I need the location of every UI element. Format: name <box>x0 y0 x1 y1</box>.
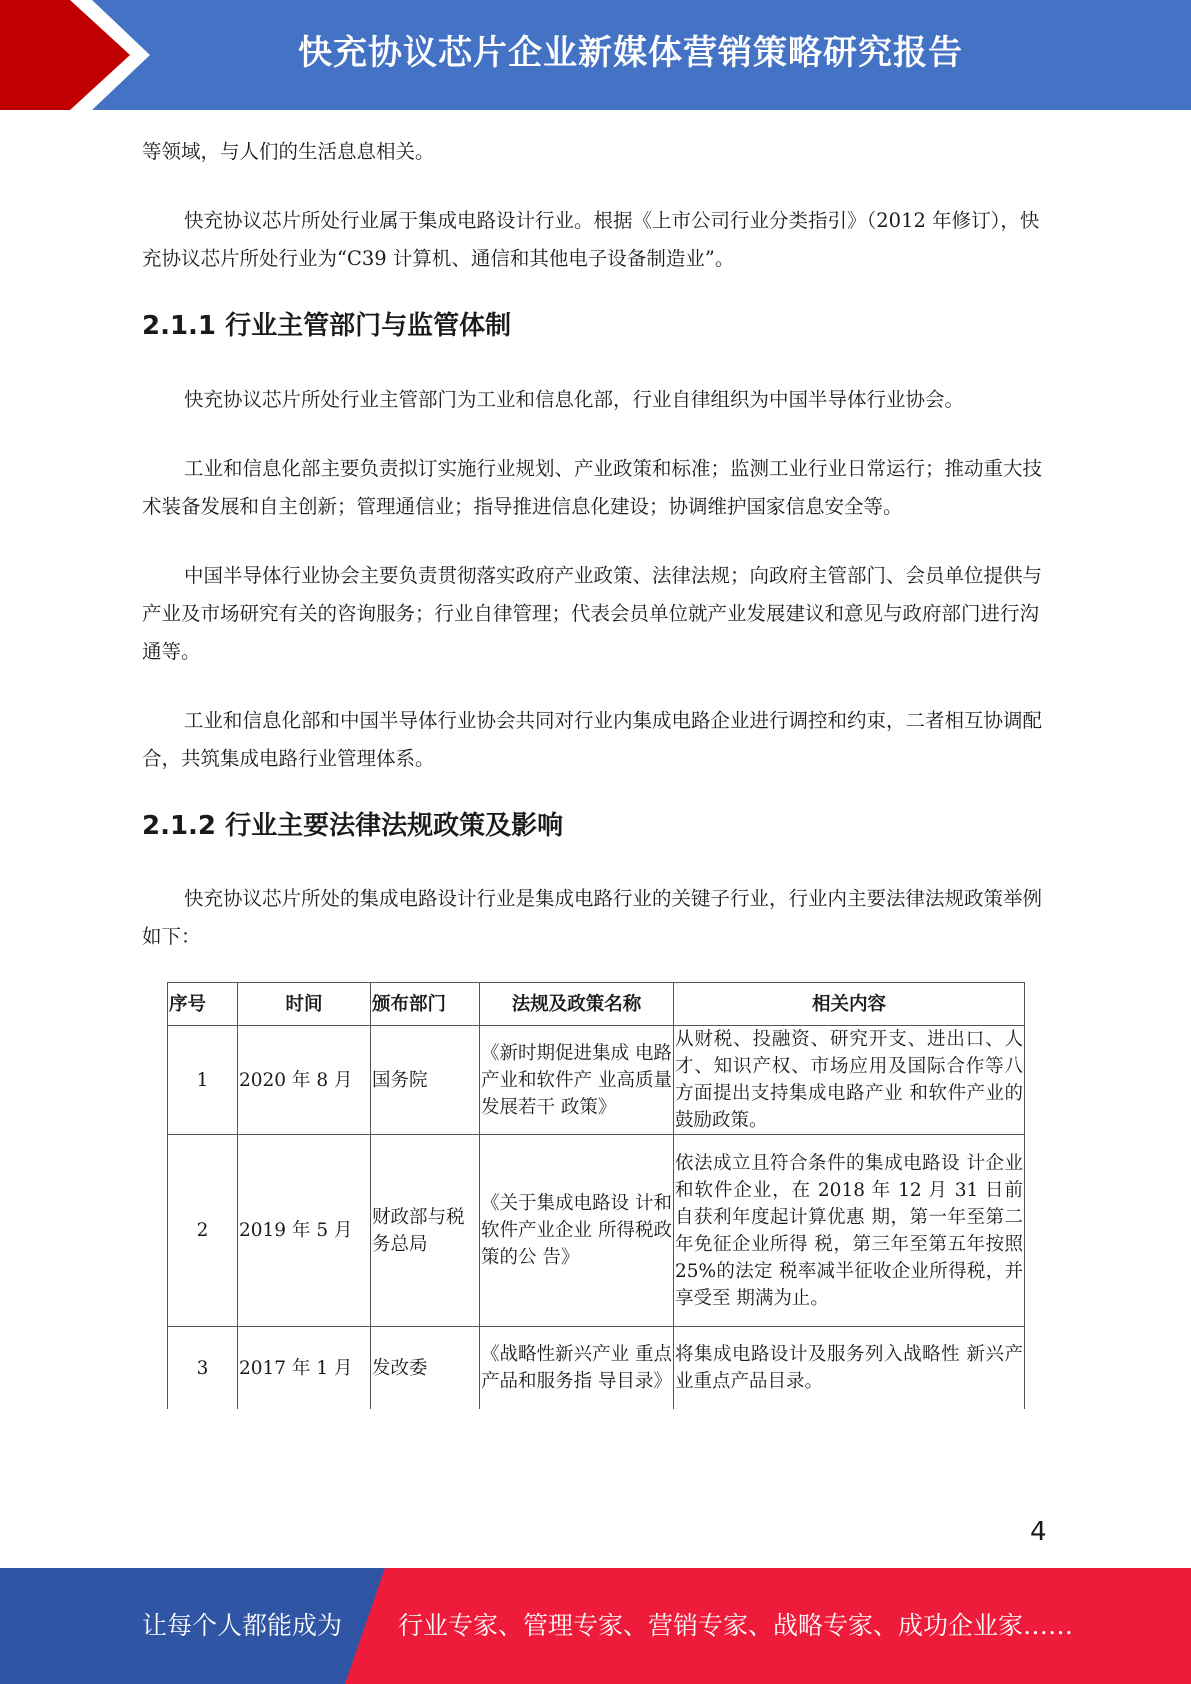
cell-policy-name: 《关于集成电路设 计和软件产业企业 所得税政策的公 告》 <box>480 1135 674 1327</box>
column-header-policy-name: 法规及政策名称 <box>480 983 674 1026</box>
paragraph-industry-classification: 快充协议芯片所处行业属于集成电路设计行业。根据《上市公司行业分类指引》（2012 年修订），快充协议芯片所处行业为“C39 计算机、通信和其他电子设备制造业”。 <box>142 209 1040 270</box>
section-heading-2-1-2: 2.1.2 行业主要法律法规政策及影响 <box>142 811 564 841</box>
policy-table <box>167 982 1025 1409</box>
table-row <box>168 1026 1025 1135</box>
report-title: 快充协议芯片企业新媒体营销策略研究报告 <box>298 33 963 73</box>
cell-index: 2 <box>168 1135 238 1327</box>
column-header-issuer: 颁布部门 <box>371 983 480 1026</box>
cell-issuer: 发改委 <box>371 1327 480 1410</box>
footer-slogan-right: 行业专家、管理专家、营销专家、战略专家、成功企业家…… <box>398 1611 1074 1640</box>
table-row <box>168 1135 1025 1327</box>
section-heading-2-1-1: 2.1.1 行业主管部门与监管体制 <box>142 311 512 341</box>
cell-policy-name: 《新时期促进集成 电路产业和软件产 业高质量发展若干 政策》 <box>480 1026 674 1135</box>
cell-issuer: 财政部与税务总局 <box>371 1135 480 1327</box>
cell-content: 从财税、投融资、研究开支、进出口、人才、知识产权、市场应用及国际合作等八方面提出支持集成电路产业 和软件产业的鼓励政策。 <box>674 1026 1025 1135</box>
column-header-content: 相关内容 <box>674 983 1025 1026</box>
page-header-banner <box>0 0 1191 110</box>
cell-content: 将集成电路设计及服务列入战略性 新兴产业重点产品目录。 <box>674 1327 1025 1410</box>
paragraph-miit-duties: 工业和信息化部主要负责拟订实施行业规划、产业政策和标准；监测工业行业日常运行；推动重大技术装备发展和自主创新；管理通信业；指导推进信息化建设；协调维护国家信息安全等。 <box>142 457 1043 518</box>
column-header-date: 时间 <box>238 983 371 1026</box>
cell-content: 依法成立且符合条件的集成电路设 计企业和软件企业，在 2018 年 12 月 31 日前自获利年度起计算优惠 期，第一年至第二年免征企业所得 税，第三年至第五年按照 25%的法定 税率减半征收企业所得税，并享受至 期满为止。 <box>674 1135 1025 1327</box>
paragraph-regulators: 快充协议芯片所处行业主管部门为工业和信息化部，行业自律组织为中国半导体行业协会。 <box>184 388 965 411</box>
cell-date: 2019 年 5 月 <box>238 1135 371 1327</box>
cell-date: 2017 年 1 月 <box>238 1327 371 1410</box>
page-number: 4 <box>1030 1517 1047 1547</box>
paragraph-joint-regulation: 工业和信息化部和中国半导体行业协会共同对行业内集成电路企业进行调控和约束，二者相互协调配合，共筑集成电路行业管理体系。 <box>142 709 1043 770</box>
cell-index: 3 <box>168 1327 238 1410</box>
cell-date: 2020 年 8 月 <box>238 1026 371 1135</box>
column-header-index: 序号 <box>168 983 238 1026</box>
paragraph-association-duties: 中国半导体行业协会主要负责贯彻落实政府产业政策、法律法规；向政府主管部门、会员单位提供与产业及市场研究有关的咨询服务；行业自律管理；代表会员单位就产业发展建议和意见与政府部门进行沟通等。 <box>142 564 1043 663</box>
table-header-row <box>168 983 1025 1026</box>
paragraph-continuation: 等领域，与人们的生活息息相关。 <box>142 140 435 163</box>
table-row <box>168 1327 1025 1410</box>
cell-index: 1 <box>168 1026 238 1135</box>
cell-issuer: 国务院 <box>371 1026 480 1135</box>
cell-policy-name: 《战略性新兴产业 重点产品和服务指 导目录》 <box>480 1327 674 1410</box>
footer-slogan-left: 让每个人都能成为 <box>142 1611 343 1640</box>
paragraph-policy-intro: 快充协议芯片所处的集成电路设计行业是集成电路行业的关键子行业，行业内主要法律法规政策举例如下： <box>142 887 1043 948</box>
page-footer-banner <box>0 1568 1191 1684</box>
